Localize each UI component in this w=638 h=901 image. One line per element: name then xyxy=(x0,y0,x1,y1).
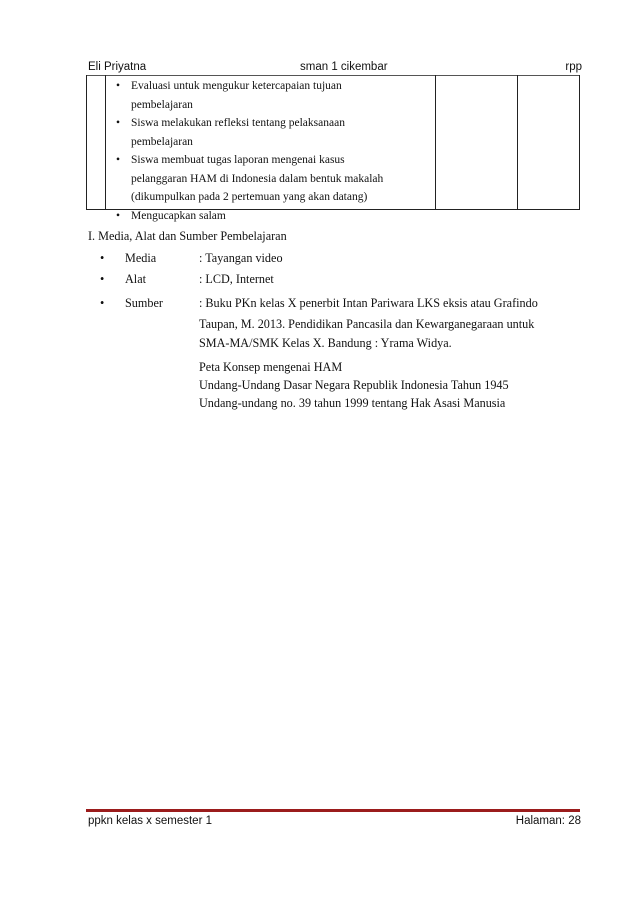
resource-label: Alat xyxy=(125,272,146,286)
table-border-left xyxy=(86,75,87,210)
list-item xyxy=(113,133,413,152)
table-border-col1 xyxy=(105,75,106,210)
header-doc-type: rpp xyxy=(565,61,582,73)
list-item xyxy=(113,151,413,170)
reference-line: SMA-MA/SMK Kelas X. Bandung : Yrama Widya. xyxy=(199,336,452,350)
bullet-icon: • xyxy=(116,209,121,222)
resource-label: Media xyxy=(125,251,157,265)
table-border-col2 xyxy=(435,75,436,210)
resource-value: : LCD, Internet xyxy=(199,272,274,286)
bullet-icon: • xyxy=(116,154,121,166)
table-border-right xyxy=(579,75,580,210)
table-border-col3 xyxy=(517,75,518,210)
list-item xyxy=(113,77,413,96)
list-item xyxy=(113,114,413,133)
list-item xyxy=(113,170,413,189)
reference-line: Peta Konsep mengenai HAM xyxy=(199,360,343,374)
list-item-text: pelanggaran HAM di Indonesia dalam bentuk makalah xyxy=(131,172,384,185)
bullet-icon: • xyxy=(100,251,105,265)
list-item xyxy=(113,207,413,226)
list-item-text: Siswa melakukan refleksi tentang pelaksanaan xyxy=(131,117,345,129)
list-item-text: pembelajaran xyxy=(131,135,193,148)
reference-line: Taupan, M. 2013. Pendidikan Pancasila dan Kewarganegaraan untuk xyxy=(199,317,535,331)
activity-bullet-list xyxy=(113,77,413,225)
list-item xyxy=(113,96,413,115)
reference-line: Undang-Undang Dasar Negara Republik Indonesia Tahun 1945 xyxy=(199,378,509,392)
bullet-icon: • xyxy=(116,117,121,129)
resource-value: : Tayangan video xyxy=(199,251,283,265)
header-school: sman 1 cikembar xyxy=(300,61,388,73)
section-title: I. Media, Alat dan Sumber Pembelajaran xyxy=(88,229,287,243)
footer-rule xyxy=(86,809,580,812)
bullet-icon: • xyxy=(116,80,121,92)
header-author: Eli Priyatna xyxy=(88,61,147,73)
list-item-text: Siswa membuat tugas laporan mengenai kasus xyxy=(131,154,345,166)
list-item-text: (dikumpulkan pada 2 pertemuan yang akan datang) xyxy=(131,191,368,203)
list-item-text: pembelajaran xyxy=(131,98,193,111)
bullet-icon: • xyxy=(100,296,105,310)
bullet-icon: • xyxy=(100,272,105,286)
list-item xyxy=(113,188,413,207)
list-item-text: Evaluasi untuk mengukur ketercapaian tujuan xyxy=(131,80,342,92)
footer-page-number: Halaman: 28 xyxy=(515,815,581,827)
reference-line: Undang-undang no. 39 tahun 1999 tentang Hak Asasi Manusia xyxy=(199,396,506,410)
footer-course: ppkn kelas x semester 1 xyxy=(88,815,213,827)
resource-value: : Buku PKn kelas X penerbit Intan Pariwara LKS eksis atau Grafindo xyxy=(199,296,538,310)
resource-label: Sumber xyxy=(125,296,163,310)
list-item-text: Mengucapkan salam xyxy=(131,209,226,222)
